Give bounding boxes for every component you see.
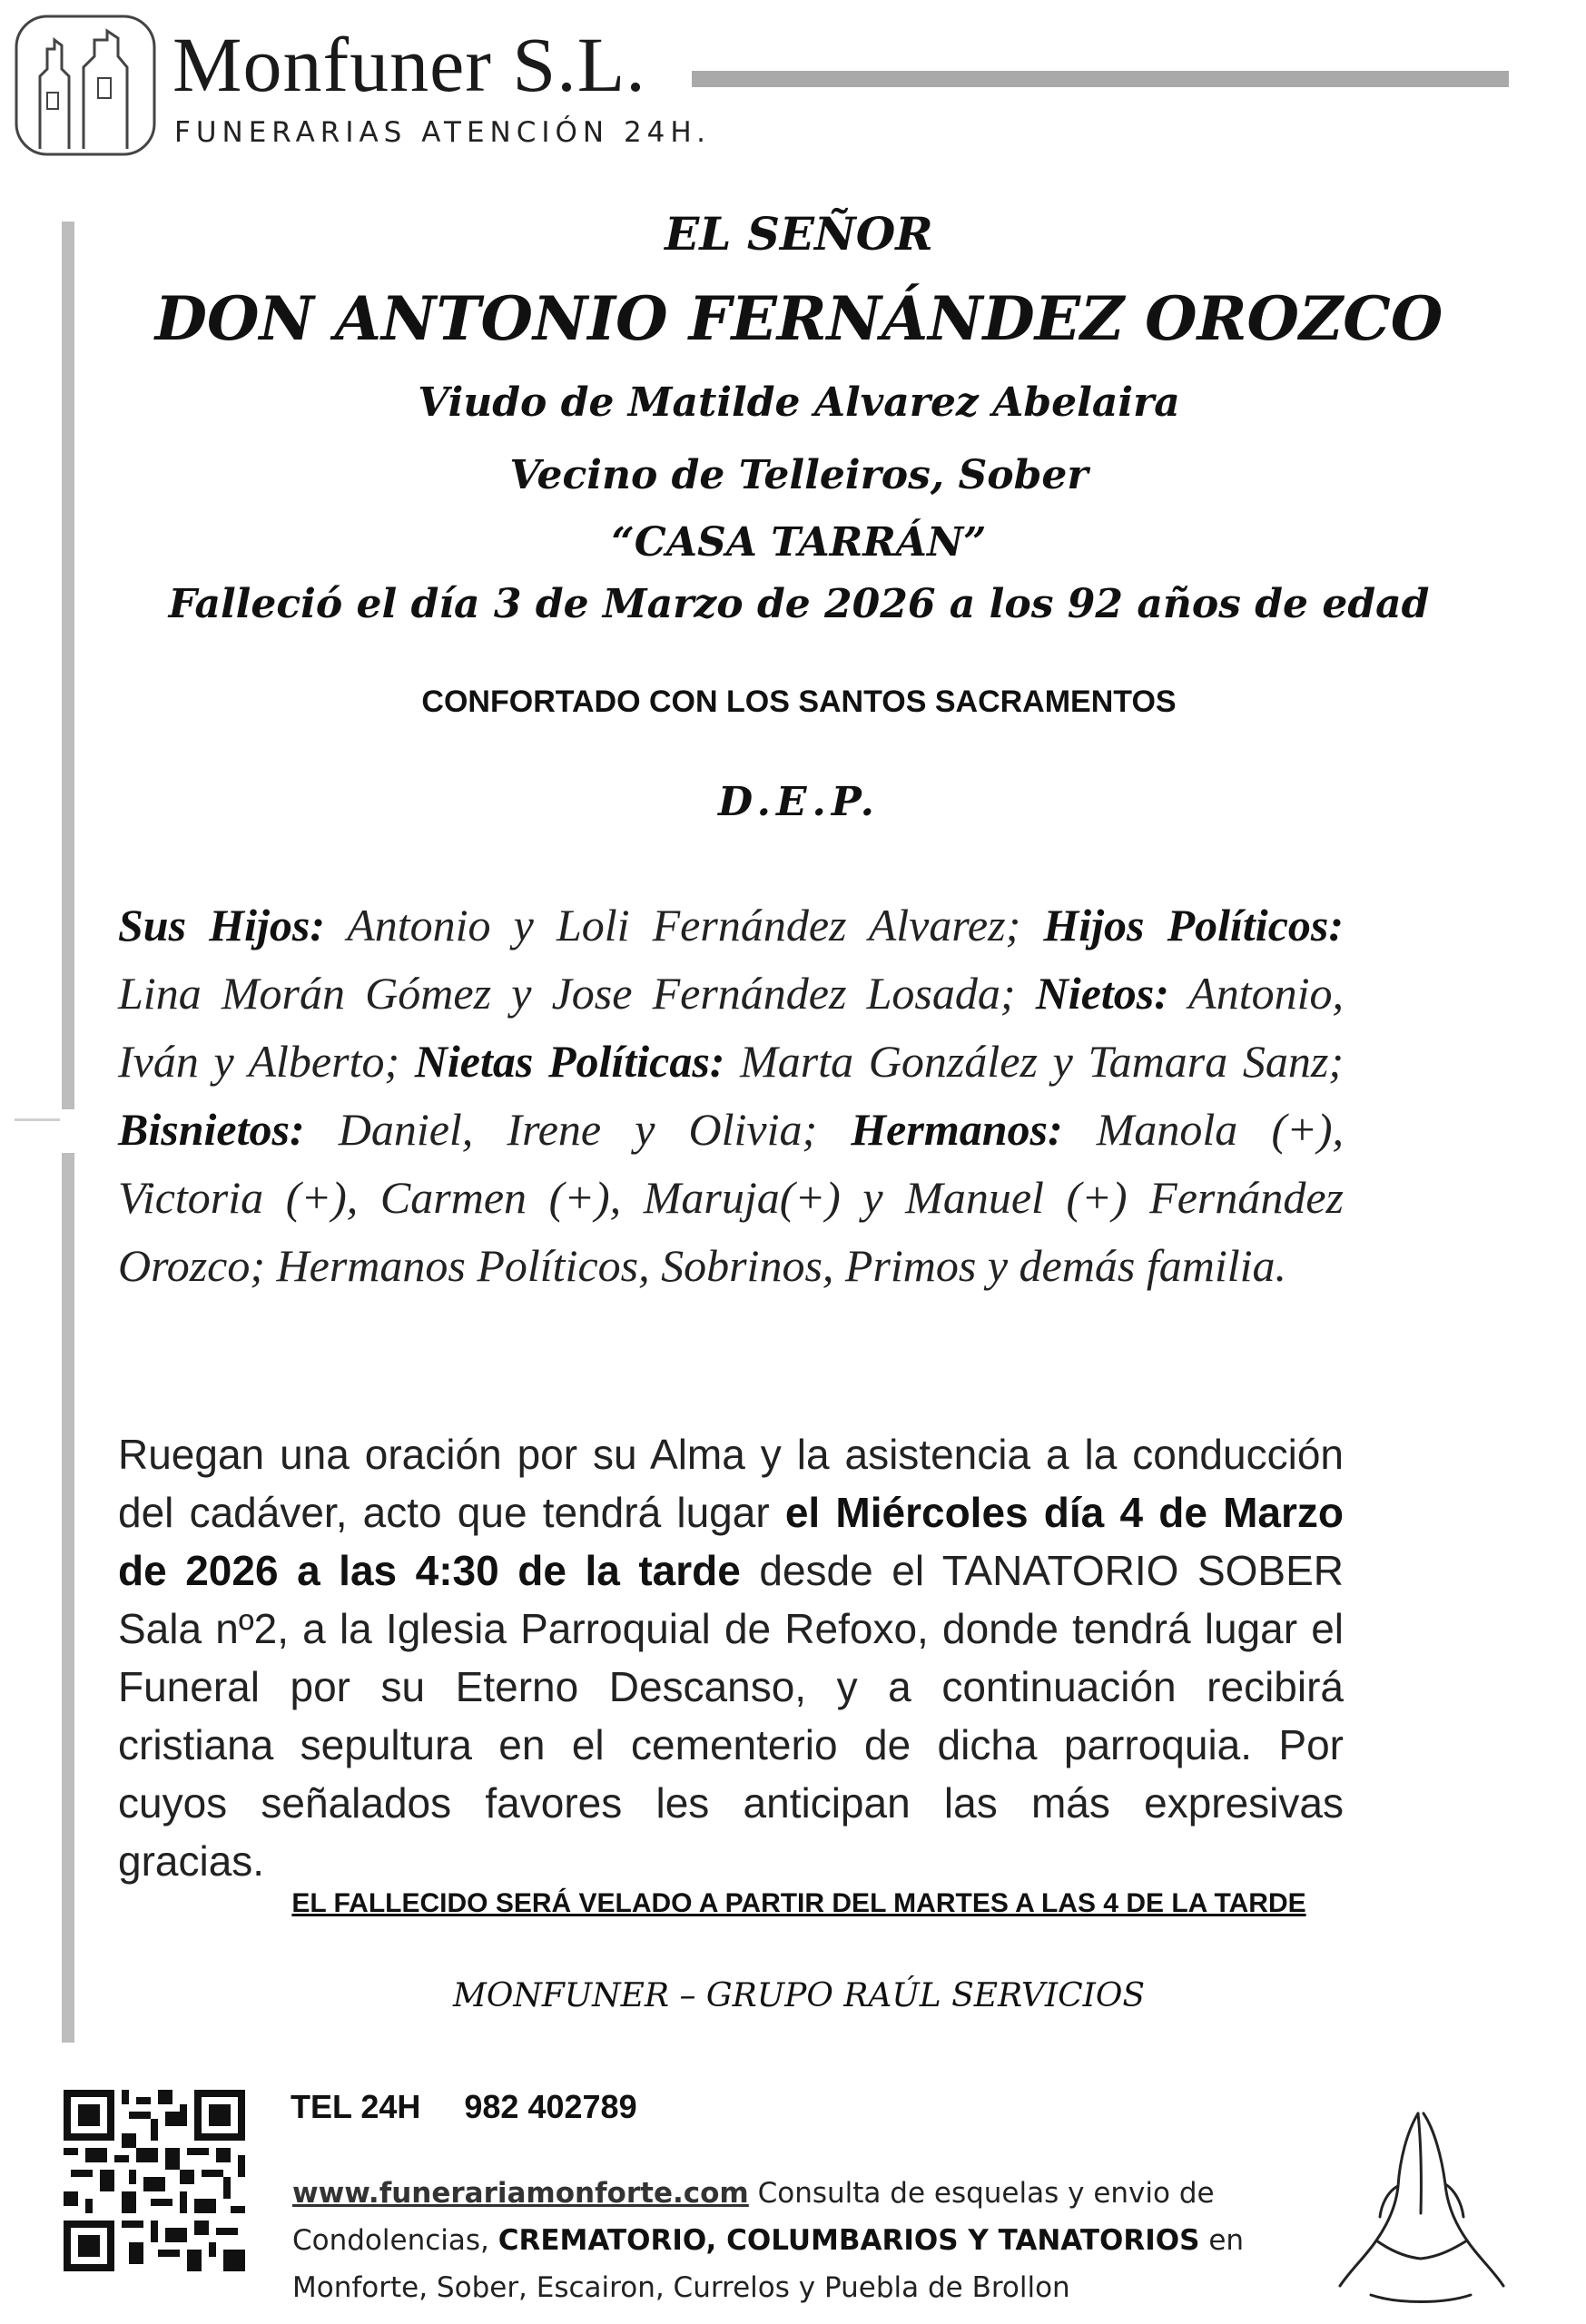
phone-label: TEL 24H	[291, 2088, 421, 2125]
bisnietos-label: Bisnietos:	[118, 1104, 305, 1155]
footer-text-1: Consulta de esquelas y envio de Condolencias,	[292, 2177, 1215, 2257]
website-link[interactable]: www.funerariamonforte.com	[292, 2177, 749, 2210]
footer-info	[292, 2170, 1382, 2311]
bisnietos-names: Daniel, Irene y Olivia;	[304, 1104, 852, 1155]
praying-hands-icon	[1335, 2104, 1507, 2313]
house-name: “CASA TARRÁN”	[611, 519, 987, 566]
hijos-politicos-label: Hijos Políticos:	[1043, 900, 1344, 950]
group-signature: MONFUNER – GRUPO RAÚL SERVICIOS	[452, 1977, 1146, 2014]
nietos-names: Antonio, Iván y Alberto;	[118, 968, 1345, 1087]
phone-number[interactable]: 982 402789	[464, 2088, 637, 2125]
hermanos-names: Manola (+), Victoria (+), Carmen (+), Maruja(+) y Manuel (+) Fernández Orozco; Hermanos Políticos, Sobrinos, Primos y demás familia.	[118, 1104, 1344, 1291]
left-margin-bar	[62, 222, 74, 1109]
widower-line: Viudo de Matilde Alvarez Abelaira	[418, 379, 1180, 426]
death-line: Falleció el día 3 de Marzo de 2026 a los 92 años de edad	[168, 581, 1430, 627]
castle-logo-icon	[13, 13, 158, 158]
wake-notice: EL FALLECIDO SERÁ VELADO A PARTIR DEL MARTES A LAS 4 DE LA TARDE	[291, 1888, 1306, 1918]
family-paragraph	[118, 891, 1344, 1300]
resident-line: Vecino de Telleiros, Sober	[509, 452, 1089, 498]
hijos-names: Antonio y Loli Fernández Alvarez;	[324, 900, 1044, 950]
nietas-politicas-names: Marta González y Tamara Sanz;	[724, 1036, 1345, 1087]
notice-title: EL SEÑOR	[665, 207, 933, 261]
qr-code-icon[interactable]	[64, 2090, 245, 2271]
rip-line: D.E.P.	[718, 779, 880, 825]
phone-line	[291, 2088, 637, 2126]
left-margin-tick	[15, 1118, 60, 1121]
ceremony-text-1: Ruegan una oración por su Alma y la asistencia a la conducción del cadáver, acto que tendrá lugar	[118, 1431, 1344, 1536]
footer-text-2: en Monforte, Sober, Escairon, Currelos y Puebla de Brollon	[292, 2224, 1245, 2304]
nietas-politicas-label: Nietas Políticas:	[414, 1036, 725, 1087]
footer-services: CREMATORIO, COLUMBARIOS Y TANATORIOS	[497, 2224, 1200, 2257]
hermanos-label: Hermanos:	[851, 1104, 1063, 1155]
ceremony-paragraph	[118, 1425, 1344, 1890]
deceased-name: DON ANTONIO FERNÁNDEZ OROZCO	[154, 283, 1443, 354]
header-divider	[692, 71, 1509, 87]
sacraments-line: CONFORTADO CON LOS SANTOS SACRAMENTOS	[421, 684, 1177, 719]
hijos-politicos-names: Lina Morán Gómez y Jose Fernández Losada;	[118, 968, 1036, 1019]
brand-name: Monfuner S.L.	[172, 21, 646, 108]
hijos-label: Sus Hijos:	[118, 900, 325, 950]
nietos-label: Nietos:	[1035, 968, 1169, 1019]
brand-tagline: FUNERARIAS ATENCIÓN 24H.	[174, 116, 712, 149]
ceremony-datetime: el Miércoles día 4 de Marzo de 2026 a las 4:30 de la tarde	[118, 1489, 1344, 1594]
ceremony-text-2: desde el TANATORIO SOBER Sala nº2, a la Iglesia Parroquial de Refoxo, donde tendrá lugar el Funeral por su Eterno Descanso, y a continuación recibirá cristiana sepultura en el cementerio de dicha parroquia. Por cuyos señalados favores les anticipan las más expresivas gracias.	[118, 1547, 1344, 1885]
